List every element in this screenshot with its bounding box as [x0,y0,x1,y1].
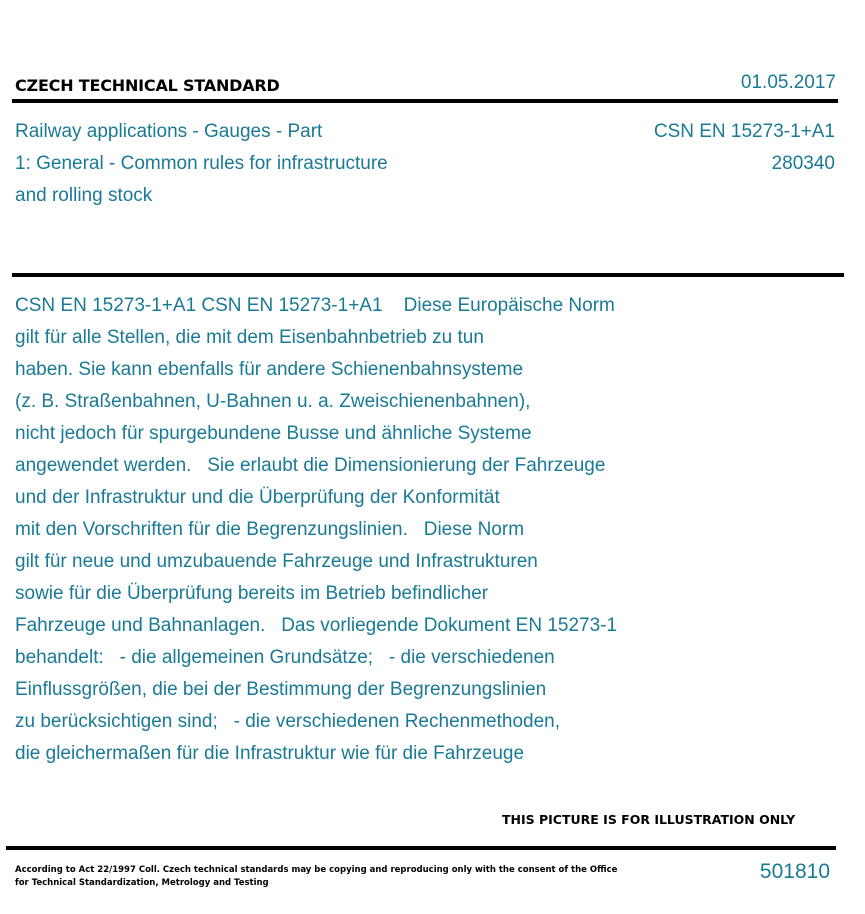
product-code: 501810 [759,860,830,883]
abstract-line: zu berücksichtigen sind; - die verschiedenen Rechenmethoden, [15,711,560,732]
document-type-label: CZECH TECHNICAL STANDARD [15,76,280,95]
standard-code: CSN EN 15273-1+A1 [653,121,835,142]
title-line: 1: General - Common rules for infrastructure [15,153,388,174]
footer-divider [6,846,836,850]
abstract-line: sowie für die Überprüfung bereits im Betrieb befindlicher [15,583,489,604]
title-divider [12,273,844,277]
title-line: and rolling stock [15,185,153,206]
abstract-line: haben. Sie kann ebenfalls für andere Schienenbahnsysteme [15,359,524,380]
class-number: 280340 [771,153,835,174]
abstract-line: (z. B. Straßenbahnen, U-Bahnen u. a. Zweischienenbahnen), [15,391,531,412]
title-line: Railway applications - Gauges - Part [15,121,323,142]
copyright-line: for Technical Standardization, Metrology and Testing [15,878,269,888]
standard-title [15,116,455,212]
publication-date: 01.05.2017 [740,72,836,93]
abstract-line: mit den Vorschriften für die Begrenzungslinien. Diese Norm [15,519,525,540]
illustration-notice: THIS PICTURE IS FOR ILLUSTRATION ONLY [502,812,796,827]
abstract-line: behandelt: - die allgemeinen Grundsätze; - die verschiedenen [15,647,555,668]
header-divider [12,99,838,103]
abstract-line: und der Infrastruktur und die Überprüfung der Konformität [15,487,500,508]
standard-abstract [15,290,617,770]
abstract-line: gilt für neue und umzubauende Fahrzeuge und Infrastrukturen [15,551,538,572]
abstract-line: angewendet werden. Sie erlaubt die Dimensionierung der Fahrzeuge [15,455,606,476]
abstract-line: nicht jedoch für spurgebundene Busse und ähnliche Systeme [15,423,532,444]
copyright-notice [15,864,618,890]
abstract-line: gilt für alle Stellen, die mit dem Eisenbahnbetrieb zu tun [15,327,484,348]
abstract-line: die gleichermaßen für die Infrastruktur wie für die Fahrzeuge [15,743,525,764]
abstract-line: Fahrzeuge und Bahnanlagen. Das vorliegende Dokument EN 15273-1 [15,615,618,636]
abstract-line: Einflussgrößen, die bei der Bestimmung der Begrenzungslinien [15,679,547,700]
copyright-line: According to Act 22/1997 Coll. Czech technical standards may be copying and reproducing only with the consent of the Office [15,865,618,875]
standard-identifiers [654,116,835,180]
abstract-line: CSN EN 15273-1+A1 CSN EN 15273-1+A1 Diese Europäische Norm [15,295,615,316]
